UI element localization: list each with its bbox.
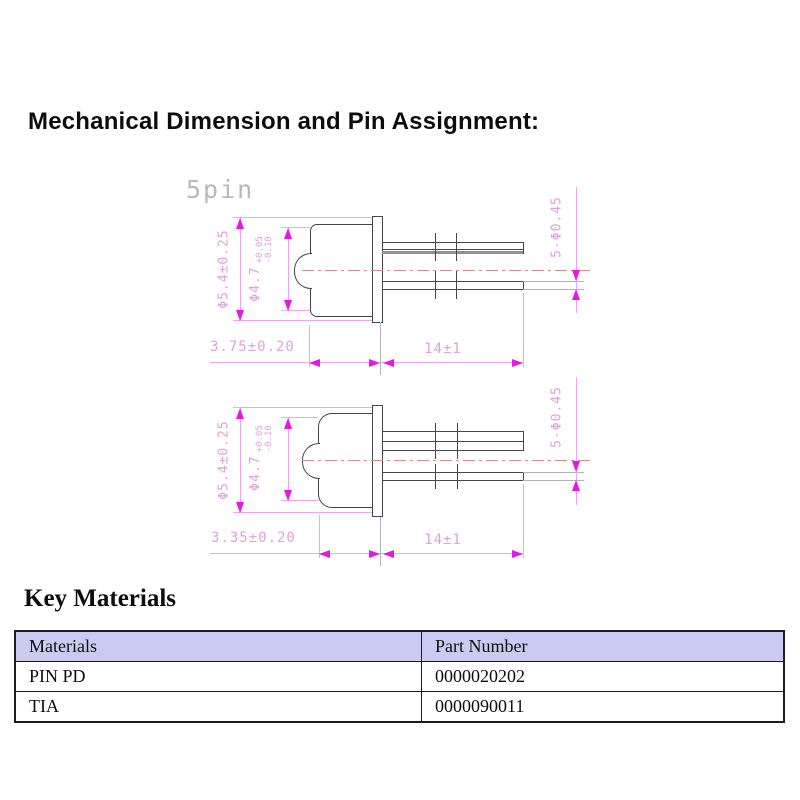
extension-line	[233, 217, 373, 218]
extension-line	[233, 320, 373, 321]
arrowhead-right-icon	[369, 550, 380, 558]
arrowhead-down-icon	[572, 461, 580, 472]
pin-line	[382, 472, 523, 473]
break-mark	[435, 271, 436, 299]
part-number-cell: 0000090011	[422, 692, 785, 723]
table-header-materials: Materials	[15, 631, 422, 662]
tolerance-stack	[256, 425, 274, 452]
outer-diameter-label: Φ5.4±0.25	[216, 420, 232, 500]
arrowhead-down-icon	[284, 300, 292, 311]
table-row	[15, 692, 784, 723]
variant-label: 5pin	[186, 175, 255, 204]
extension-line	[380, 322, 381, 375]
tolerance-minus: -0.10	[264, 425, 274, 453]
pin-diameter-label: 5-Φ0.45	[549, 196, 565, 258]
pin-line	[382, 480, 523, 481]
arrowhead-up-icon	[236, 218, 244, 229]
arrowhead-left-icon	[319, 550, 330, 558]
pin-line	[382, 289, 523, 290]
arrowhead-up-icon	[572, 480, 580, 491]
tolerance-plus: +0.05	[255, 236, 265, 264]
arrowhead-up-icon	[572, 289, 580, 300]
extension-line	[233, 407, 373, 408]
lens-dome	[302, 443, 320, 479]
arrowhead-right-icon	[369, 359, 380, 367]
extension-line	[523, 281, 584, 282]
table-header-part-number: Part Number	[422, 631, 785, 662]
outer-diameter-label: Φ5.4±0.25	[216, 229, 232, 309]
pin-line	[382, 281, 523, 282]
cap-length-label: 3.75±0.20	[210, 339, 295, 355]
tolerance-stack	[256, 236, 274, 263]
arrowhead-right-icon	[512, 359, 523, 367]
part-number-cell: 0000020202	[422, 662, 785, 692]
inner-diameter-value: Φ4.7	[248, 455, 263, 491]
arrowhead-down-icon	[572, 270, 580, 281]
break-mark	[457, 464, 458, 489]
dimension-line	[240, 408, 241, 513]
extension-line	[380, 517, 381, 566]
page-title: Mechanical Dimension and Pin Assignment:	[28, 108, 540, 135]
extension-line	[233, 512, 373, 513]
inner-diameter-label	[248, 425, 274, 490]
break-mark	[457, 423, 458, 459]
material-cell: TIA	[15, 692, 422, 723]
material-cell: PIN PD	[15, 662, 422, 692]
pin-line	[382, 242, 523, 243]
break-mark	[435, 423, 436, 459]
arrowhead-left-icon	[383, 359, 394, 367]
arrowhead-down-icon	[236, 310, 244, 321]
break-mark	[435, 464, 436, 489]
pin-end	[523, 242, 524, 254]
inner-diameter-label	[248, 236, 274, 301]
table-header-row	[15, 631, 784, 662]
centerline	[302, 270, 592, 271]
pin-length-label: 14±1	[424, 532, 462, 548]
tolerance-minus: -0.10	[264, 236, 274, 264]
pin-line	[382, 450, 523, 451]
arrowhead-up-icon	[284, 418, 292, 429]
lens-dome	[294, 253, 312, 289]
dimension-line	[288, 418, 289, 501]
dimension-line	[240, 218, 241, 321]
dimension-line	[288, 228, 289, 311]
pin-line	[382, 249, 523, 250]
pin-line	[382, 251, 523, 254]
cap-length-label: 3.35±0.20	[211, 530, 296, 546]
break-mark	[456, 271, 457, 299]
tolerance-plus: +0.05	[255, 425, 265, 453]
centerline	[302, 460, 592, 461]
pin-line	[382, 441, 523, 442]
arrowhead-up-icon	[284, 228, 292, 239]
arrowhead-left-icon	[309, 359, 320, 367]
break-mark	[456, 233, 457, 261]
inner-diameter-value: Φ4.7	[248, 266, 263, 302]
key-materials-title: Key Materials	[24, 585, 177, 612]
flange	[372, 405, 383, 517]
table-row	[15, 662, 784, 692]
arrowhead-right-icon	[512, 550, 523, 558]
pin-length-label: 14±1	[424, 341, 462, 357]
break-mark	[435, 233, 436, 261]
arrowhead-left-icon	[383, 550, 394, 558]
key-materials-table	[14, 630, 785, 723]
arrowhead-up-icon	[236, 408, 244, 419]
arrowhead-down-icon	[236, 502, 244, 513]
extension-line	[523, 484, 524, 558]
extension-line	[523, 293, 524, 367]
extension-line	[523, 472, 584, 473]
pin-end	[523, 431, 524, 451]
dimension-line	[210, 553, 523, 554]
pin-diameter-label: 5-Φ0.45	[549, 386, 565, 448]
arrowhead-down-icon	[284, 490, 292, 501]
pin-line	[382, 431, 523, 432]
dimension-line	[210, 362, 523, 363]
